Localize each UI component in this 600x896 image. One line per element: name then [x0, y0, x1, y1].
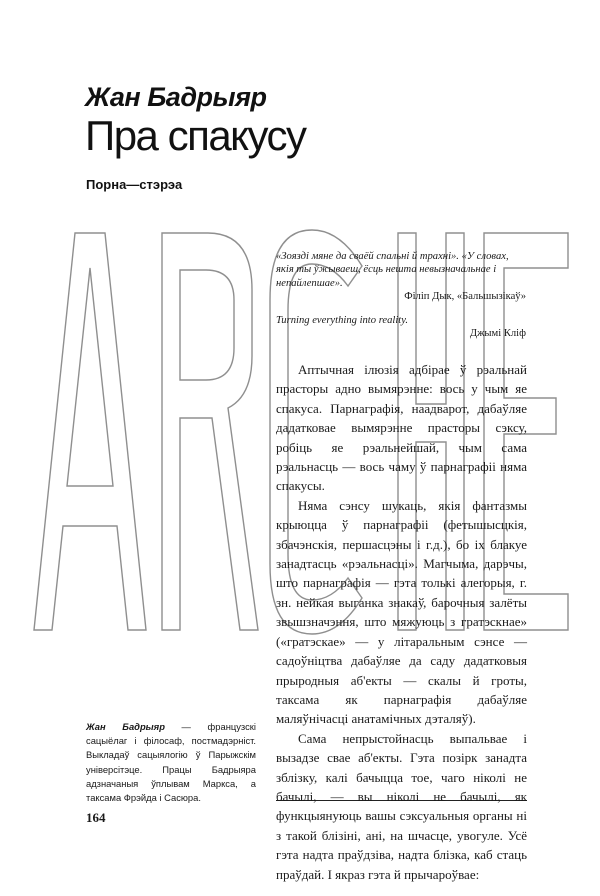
- author-bio: [86, 720, 256, 805]
- body-paragraph: Няма сэнсу шукаць, якія фантазмы крыюцца ў парнаграфіі (фетышысцкія, збачэнскія, першасцэны і г.д.), бо іх блакуе занадтасць «рэальнасці». Магчыма, дарэчы, што парнаграфія — гэта толькі алегорыя, г. зн. нейкая выганка знакаў, барочныя залёты звышзначэння, што мяжуюць з гратэскнае» («гратэскае» — у літаральным сэнсе — садоўніцтва дабаўляе да саду дадатковыя прыродныя аб'екты — скалы й гроты, таксама як парнаграфія дабаўляе маляўнічасці анатамічных дэталяў).: [276, 497, 527, 727]
- section-rubric: Порна—стэрэа: [86, 177, 183, 192]
- body-paragraph: Аптычная ілюзія адбірае ў рэальнай прасторы адно вымярэнне: вось у чым яе спакуса. Парнаграфія, наадварот, дабаўляе дадатковае вымярэнне прасторы сэксу, робіць яе рэальнейшай, чым сама рэальнасць — вось чаму ў парнаграфіі няма спакусы.: [276, 362, 527, 494]
- body-paragraph: Сама непрыстойнасць выпальвае і вызадзе свае аб'екты. Гэта позірк занадта зблізку, калі бачыцца тое, чаго ніколі не бачылі, — вы ніколі не бачылі, як функцыянуюць вашы сэксуальныя органы ні з такой блізіні, ані, на шчасце, увогуле. Усё гэта надта праўдзіва, надта блізка, каб стаць праўдай. І якраз гэта й прычароўвае:: [276, 730, 527, 882]
- watermark-letter-a: [34, 233, 146, 630]
- bio-author-name: Жан Бадрыяр: [86, 721, 165, 732]
- epigraph-source: Філіп Дык, «Бальшызікаў»: [404, 290, 526, 302]
- article-title: Пра спакусу: [85, 112, 306, 159]
- page-number: 164: [86, 810, 106, 825]
- article-body: [276, 360, 527, 884]
- author-name: Жан Бадрыяр: [85, 82, 267, 112]
- bio-text: — французскі сацыёлаг і філосаф, постмадэрніст. Выкладаў сацыялогію ў Парыжскім універсітэце. Працы Бадрыяра адзначаныя ўплывам Маркса, а таксама Фрэйда і Сасюра.: [86, 721, 256, 804]
- epigraph-quote: «Зоязді мяне да сваёй спальні й трахні». «У словах, якія ты ўжываеш, ёсць нешта невызначальнае і непайлепшае».: [276, 251, 509, 289]
- watermark-letter-r: [162, 233, 258, 630]
- epigraphs: [276, 250, 526, 352]
- epigraph-source: Джымі Кліф: [469, 328, 526, 340]
- epigraph-quote: Turning everything into reality.: [276, 315, 409, 327]
